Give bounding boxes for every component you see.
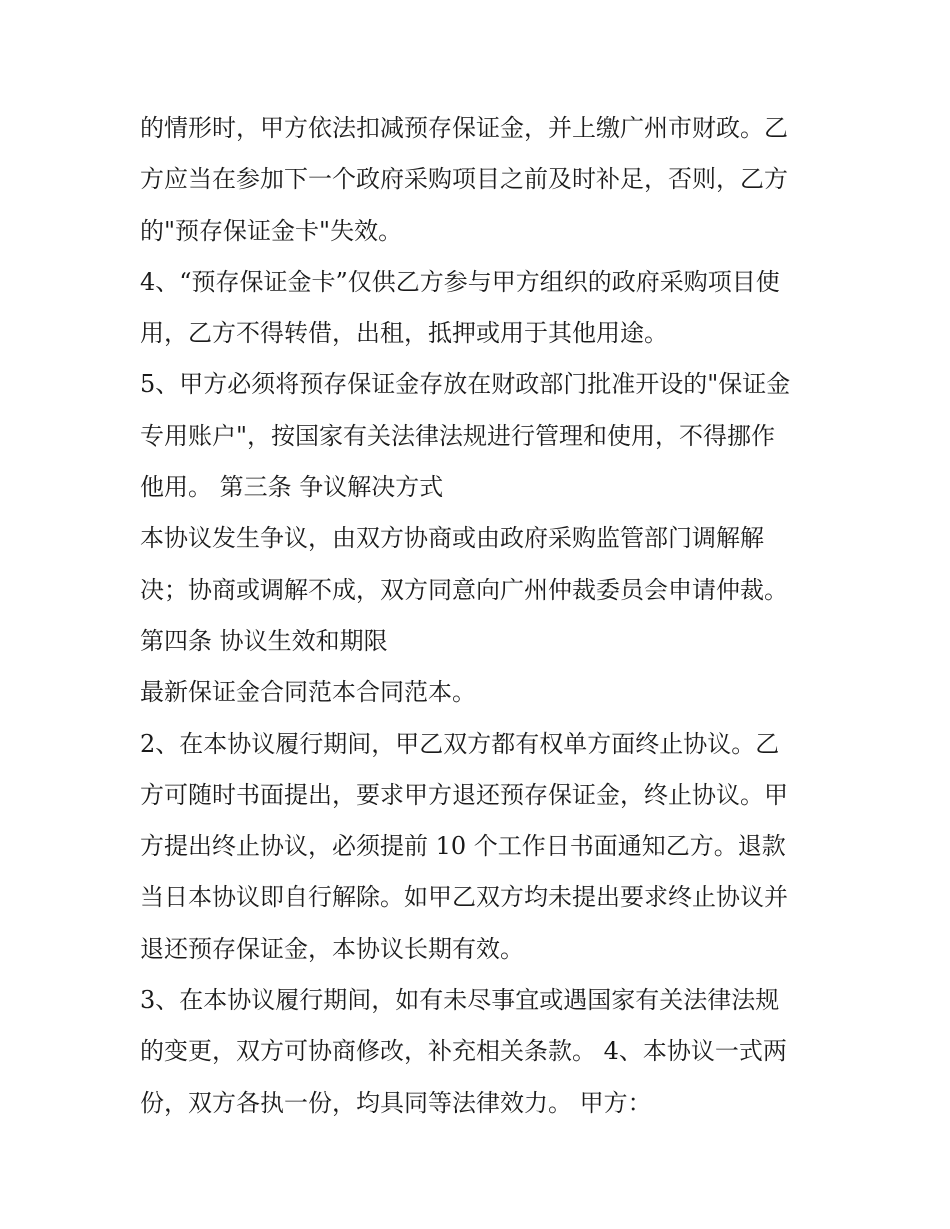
text-line: 的情形时，甲方依法扣减预存保证金，并上缴广州市财政。乙 (140, 114, 788, 142)
clause-5-line: 5、甲方必须将预存保证金存放在财政部门批准开设的"保证金 (140, 370, 791, 399)
text-line: 退还预存保证金，本协议长期有效。 (140, 934, 524, 963)
text-line: 方提出终止协议，必须提前 10 个工作日书面通知乙方。退款 (140, 832, 786, 861)
clause-2-line: 2、在本协议履行期间，甲乙双方都有权单方面终止协议。乙 (140, 729, 780, 758)
text-line: 当日本协议即自行解除。如甲乙双方均未提出要求终止协议并 (140, 883, 788, 912)
article-4-heading: 第四条 协议生效和期限 (140, 626, 388, 655)
text-line: 方应当在参加下一个政府采购项目之前及时补足，否则，乙方 (140, 165, 788, 194)
clause-3-line: 3、在本协议履行期间，如有未尽事宜或遇国家有关法律法规 (140, 986, 780, 1015)
text-line: 方可随时书面提出，要求甲方退还预存保证金，终止协议。甲 (140, 780, 788, 809)
text-line: 专用账户"，按国家有关法律法规进行管理和使用，不得挪作 (140, 421, 776, 450)
text-line: 本协议发生争议，由双方协商或由政府采购监管部门调解解 (140, 524, 764, 553)
text-line: 用，乙方不得转借，出租，抵押或用于其他用途。 (140, 319, 668, 348)
text-line: 份，双方各执一份，均具同等法律效力。 甲方： (140, 1088, 652, 1117)
clause-4-line: 4、“预存保证金卡”仅供乙方参与甲方组织的政府采购项目使 (140, 267, 780, 296)
text-line: 的变更，双方可协商修改，补充相关条款。 4、本协议一式两 (140, 1037, 787, 1066)
text-line: 决；协商或调解不成，双方同意向广州仲裁委员会申请仲裁。 (140, 575, 788, 604)
article-3-heading-line: 他用。 第三条 争议解决方式 (140, 473, 444, 502)
document-body (140, 103, 830, 1129)
text-line: 的"预存保证金卡"失效。 (140, 216, 403, 245)
text-line: 最新保证金合同范本合同范本。 (140, 678, 476, 707)
